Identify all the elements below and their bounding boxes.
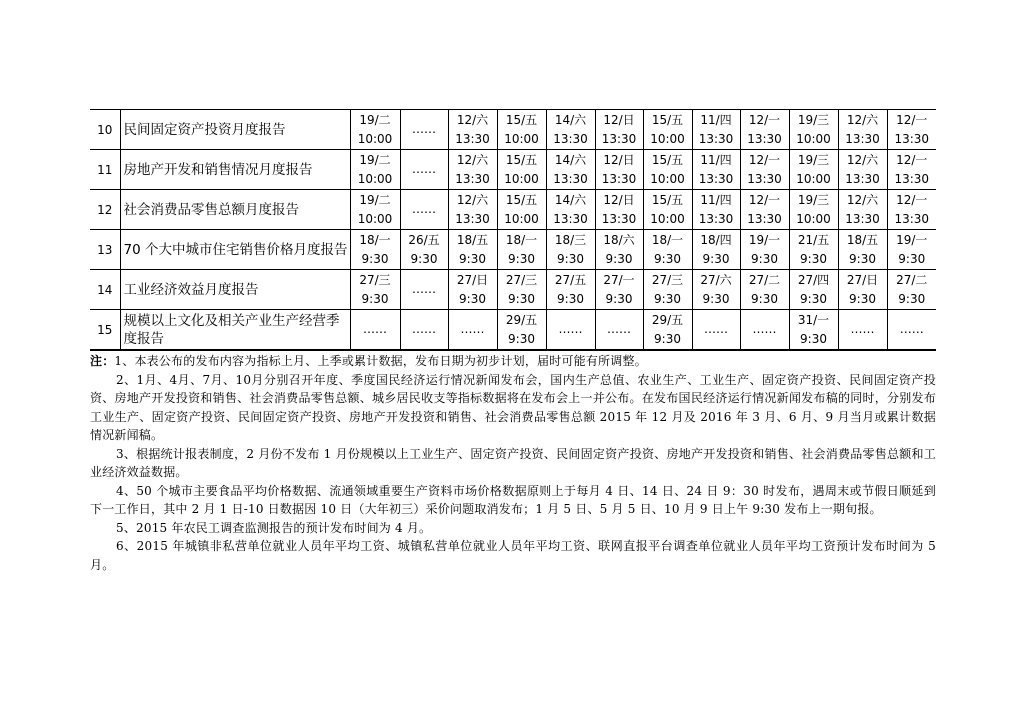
release-time: 13:30 [747, 171, 782, 186]
release-date: 14/六 [554, 192, 587, 207]
release-date: 12/日 [603, 152, 635, 167]
release-date: 12/一 [748, 112, 781, 127]
release-schedule-document [90, 109, 936, 574]
release-slot [497, 310, 546, 351]
release-time: 9:30 [898, 291, 926, 306]
release-time: 9:30 [800, 251, 827, 266]
release-time: 9:30 [410, 251, 438, 266]
release-slot [595, 270, 643, 310]
release-date: 12/一 [896, 152, 928, 167]
release-slot [546, 110, 595, 150]
row-number: 11 [90, 150, 120, 190]
report-title: 民间固定资产投资月度报告 [120, 110, 350, 150]
release-time: 9:30 [654, 291, 681, 306]
row-number: 12 [90, 190, 120, 230]
release-date: 27/一 [603, 272, 635, 287]
release-date: 11/四 [700, 152, 732, 167]
release-date: 27/二 [748, 272, 781, 287]
table-row [90, 150, 936, 190]
release-time: 9:30 [654, 331, 681, 346]
release-slot [497, 230, 546, 270]
release-date: 11/四 [700, 112, 732, 127]
release-date: …… [752, 322, 777, 336]
notes-section [90, 352, 936, 574]
release-date: 27/日 [456, 272, 489, 287]
release-slot [595, 150, 643, 190]
release-date: 12/六 [456, 192, 489, 207]
release-time: 10:00 [357, 211, 393, 226]
release-slot [838, 310, 887, 351]
row-number: 13 [90, 230, 120, 270]
release-time: 10:00 [357, 131, 393, 146]
report-title: 规模以上文化及相关产业生产经营季度报告 [120, 310, 350, 351]
note-item: 4、50 个城市主要食品平均价格数据、流通领域重要生产资料市场价格数据原则上于每月 4 日、14 日、24 日 9：30 时发布，遇周末或节假日顺延到下一工作日，其中 2 月 1 日-10 日数据因 10 日（大年初三）采价问题取消发布；1 月 5 日、5 月 5 日、10 月 9 日上午 9:30 发布上一期旬报。 [90, 483, 936, 516]
release-slot [497, 150, 546, 190]
release-date: …… [412, 162, 436, 176]
release-slot [448, 310, 497, 351]
release-slot [740, 190, 789, 230]
release-time: 9:30 [849, 291, 876, 306]
report-title: 70 个大中城市住宅销售价格月度报告 [120, 230, 350, 270]
release-time: 9:30 [557, 291, 584, 306]
release-time: 10:00 [796, 131, 831, 146]
release-date: …… [363, 322, 387, 336]
release-slot [692, 230, 740, 270]
release-slot [497, 190, 546, 230]
release-date: 14/六 [554, 152, 587, 167]
release-slot [887, 310, 936, 351]
release-time: 13:30 [455, 171, 490, 186]
release-time: 9:30 [508, 331, 535, 346]
release-slot [692, 270, 740, 310]
release-time: 9:30 [361, 291, 389, 306]
release-slot [400, 190, 448, 230]
release-slot [789, 230, 838, 270]
release-time: 10:00 [357, 171, 393, 186]
release-date: 15/五 [505, 152, 538, 167]
release-time: 13:30 [747, 131, 782, 146]
release-date: 29/五 [505, 312, 538, 327]
release-time: 9:30 [605, 251, 633, 266]
release-date: 18/一 [651, 232, 684, 247]
row-number: 15 [90, 310, 120, 351]
release-date: 18/五 [846, 232, 879, 247]
release-slot [350, 110, 400, 150]
release-slot [400, 270, 448, 310]
release-date: …… [412, 322, 436, 336]
note-item: 6、2015 年城镇非私营单位就业人员年平均工资、城镇私营单位就业人员年平均工资、联网直报平台调查单位就业人员年平均工资预计发布时间为 5 月。 [90, 539, 936, 572]
release-slot [789, 310, 838, 351]
release-time: 10:00 [504, 131, 539, 146]
release-time: 13:30 [553, 171, 588, 186]
release-slot [350, 230, 400, 270]
release-time: 9:30 [702, 291, 730, 306]
release-date: 18/一 [505, 232, 538, 247]
table-row [90, 310, 936, 351]
release-slot [497, 270, 546, 310]
release-slot [595, 310, 643, 351]
note-item: 2、1月、4月、7月、10月分别召开年度、季度国民经济运行情况新闻发布会，国内生产总值、农业生产、工业生产、固定资产投资、民间固定资产投资、房地产开发投资和销售、社会消费品零售总额、城乡居民收支等指标数据将在发布会上一并公布。在发布国民经济运行情况新闻发布稿的同时，分别发布工业生产、固定资产投资、民间固定资产投资、房地产开发投资和销售、社会消费品零售总额 2015 年 12 月及 2016 年 3 月、6 月、9 月当月或累计数据情况新闻稿。 [90, 372, 936, 442]
release-slot [643, 110, 692, 150]
release-time: 13:30 [601, 211, 637, 226]
release-slot [400, 310, 448, 351]
release-time: 13:30 [698, 131, 734, 146]
release-slot [838, 150, 887, 190]
release-time: 9:30 [654, 251, 681, 266]
release-time: 9:30 [849, 251, 876, 266]
release-time: 10:00 [504, 171, 539, 186]
release-date: …… [460, 322, 485, 336]
release-date: 18/六 [603, 232, 635, 247]
release-date: 26/五 [408, 232, 440, 247]
release-time: 9:30 [800, 291, 827, 306]
release-date: …… [412, 282, 436, 296]
table-row [90, 230, 936, 270]
release-date: 12/日 [603, 112, 635, 127]
release-date: 19/三 [797, 192, 830, 207]
release-date: 12/六 [456, 112, 489, 127]
release-slot [643, 190, 692, 230]
release-date: 15/五 [505, 112, 538, 127]
release-slot [546, 230, 595, 270]
release-date: …… [850, 322, 875, 336]
release-time: 9:30 [361, 251, 389, 266]
release-date: 15/五 [651, 192, 684, 207]
release-slot [740, 110, 789, 150]
note-item: 注：1、本表公布的发布内容为指标上月、上季或累计数据，发布日期为初步计划，届时可能有所调整。 [90, 354, 647, 368]
release-date: 12/日 [603, 192, 635, 207]
note-item: 3、根据统计报表制度，2 月份不发布 1 月份规模以上工业生产、固定资产投资、民间固定资产投资、房地产开发投资和销售、社会消费品零售总额和工业经济效益数据。 [90, 446, 936, 479]
release-date: 12/一 [748, 192, 781, 207]
release-date: 27/二 [896, 272, 928, 287]
release-date: 15/五 [651, 152, 684, 167]
release-date: 19/三 [797, 112, 830, 127]
release-slot [838, 110, 887, 150]
release-slot [692, 310, 740, 351]
release-slot [887, 230, 936, 270]
release-time: 10:00 [504, 211, 539, 226]
release-time: 9:30 [459, 251, 486, 266]
release-slot [595, 230, 643, 270]
release-slot [740, 230, 789, 270]
release-date: 15/五 [505, 192, 538, 207]
release-slot [740, 150, 789, 190]
release-slot [350, 310, 400, 351]
release-date: 12/六 [846, 192, 879, 207]
release-date: 19/一 [896, 232, 928, 247]
release-slot [740, 270, 789, 310]
release-slot [887, 150, 936, 190]
release-time: 9:30 [508, 291, 535, 306]
release-date: 12/一 [896, 192, 928, 207]
release-date: 15/五 [651, 112, 684, 127]
release-date: …… [899, 322, 924, 336]
release-slot [400, 150, 448, 190]
release-time: 9:30 [702, 251, 730, 266]
release-time: 13:30 [553, 131, 588, 146]
release-schedule-table [90, 109, 936, 351]
release-slot [448, 230, 497, 270]
release-date: 19/二 [359, 152, 391, 167]
release-slot [789, 150, 838, 190]
release-slot [595, 190, 643, 230]
release-slot [789, 110, 838, 150]
release-date: 12/六 [456, 152, 489, 167]
release-slot [400, 110, 448, 150]
release-time: 9:30 [800, 331, 827, 346]
release-date: 11/四 [700, 192, 732, 207]
release-date: 31/一 [797, 312, 830, 327]
release-date: 14/六 [554, 112, 587, 127]
release-time: 13:30 [455, 211, 490, 226]
release-date: …… [412, 122, 436, 136]
note-item: 5、2015 年农民工调查监测报告的预计发布时间为 4 月。 [116, 520, 432, 535]
release-time: 10:00 [796, 211, 831, 226]
release-slot [448, 270, 497, 310]
release-time: 13:30 [553, 211, 588, 226]
report-title: 房地产开发和销售情况月度报告 [120, 150, 350, 190]
release-time: 9:30 [605, 291, 633, 306]
release-slot [448, 110, 497, 150]
release-time: 10:00 [650, 171, 685, 186]
release-slot [740, 310, 789, 351]
release-slot [887, 190, 936, 230]
release-time: 9:30 [898, 251, 926, 266]
release-time: 9:30 [508, 251, 535, 266]
release-time: 10:00 [796, 171, 831, 186]
release-slot [643, 270, 692, 310]
release-date: 12/六 [846, 112, 879, 127]
release-time: 13:30 [845, 211, 880, 226]
release-slot [400, 230, 448, 270]
report-title: 社会消费品零售总额月度报告 [120, 190, 350, 230]
release-date: …… [558, 322, 583, 336]
release-date: 27/三 [651, 272, 684, 287]
release-date: 27/日 [846, 272, 879, 287]
release-date: 27/三 [505, 272, 538, 287]
release-slot [887, 270, 936, 310]
release-slot [448, 150, 497, 190]
release-date: 21/五 [797, 232, 830, 247]
release-time: 13:30 [698, 171, 734, 186]
release-date: 18/四 [700, 232, 732, 247]
release-slot [887, 110, 936, 150]
release-slot [789, 190, 838, 230]
schedule-table-body [90, 110, 936, 351]
release-time: 13:30 [601, 131, 637, 146]
release-slot [692, 190, 740, 230]
release-date: 27/三 [359, 272, 391, 287]
row-number: 10 [90, 110, 120, 150]
release-slot [546, 150, 595, 190]
release-time: 13:30 [455, 131, 490, 146]
release-date: 12/一 [896, 112, 928, 127]
release-slot [546, 190, 595, 230]
release-time: 9:30 [459, 291, 486, 306]
release-slot [448, 190, 497, 230]
release-slot [350, 190, 400, 230]
table-row [90, 110, 936, 150]
release-slot [546, 270, 595, 310]
release-time: 13:30 [894, 171, 930, 186]
release-date: 29/五 [651, 312, 684, 327]
notes-label: 注： [90, 354, 115, 368]
release-time: 13:30 [601, 171, 637, 186]
release-slot [350, 150, 400, 190]
release-time: 9:30 [557, 251, 584, 266]
release-slot [838, 230, 887, 270]
release-date: 27/四 [797, 272, 830, 287]
release-time: 13:30 [894, 131, 930, 146]
release-date: …… [412, 202, 436, 216]
release-date: 27/六 [700, 272, 732, 287]
release-slot [838, 270, 887, 310]
release-time: 13:30 [747, 211, 782, 226]
release-date: 12/六 [846, 152, 879, 167]
release-time: 9:30 [751, 251, 778, 266]
release-date: 18/一 [359, 232, 391, 247]
release-slot [838, 190, 887, 230]
release-slot [546, 310, 595, 351]
table-row [90, 270, 936, 310]
release-slot [789, 270, 838, 310]
release-slot [643, 150, 692, 190]
row-number: 14 [90, 270, 120, 310]
release-slot [692, 150, 740, 190]
release-slot [643, 310, 692, 351]
release-date: 27/五 [554, 272, 587, 287]
table-row [90, 190, 936, 230]
report-title: 工业经济效益月度报告 [120, 270, 350, 310]
release-date: 18/三 [554, 232, 587, 247]
release-date: …… [704, 322, 728, 336]
release-time: 13:30 [698, 211, 734, 226]
release-time: 9:30 [751, 291, 778, 306]
release-date: …… [607, 322, 631, 336]
release-time: 10:00 [650, 211, 685, 226]
release-slot [497, 110, 546, 150]
release-time: 10:00 [650, 131, 685, 146]
release-date: 19/三 [797, 152, 830, 167]
release-date: 19/二 [359, 112, 391, 127]
release-time: 13:30 [894, 211, 930, 226]
release-date: 19/一 [748, 232, 781, 247]
release-time: 13:30 [845, 171, 880, 186]
release-date: 18/五 [456, 232, 489, 247]
release-slot [692, 110, 740, 150]
release-time: 13:30 [845, 131, 880, 146]
release-date: 12/一 [748, 152, 781, 167]
release-slot [350, 270, 400, 310]
release-date: 19/二 [359, 192, 391, 207]
release-slot [643, 230, 692, 270]
release-slot [595, 110, 643, 150]
